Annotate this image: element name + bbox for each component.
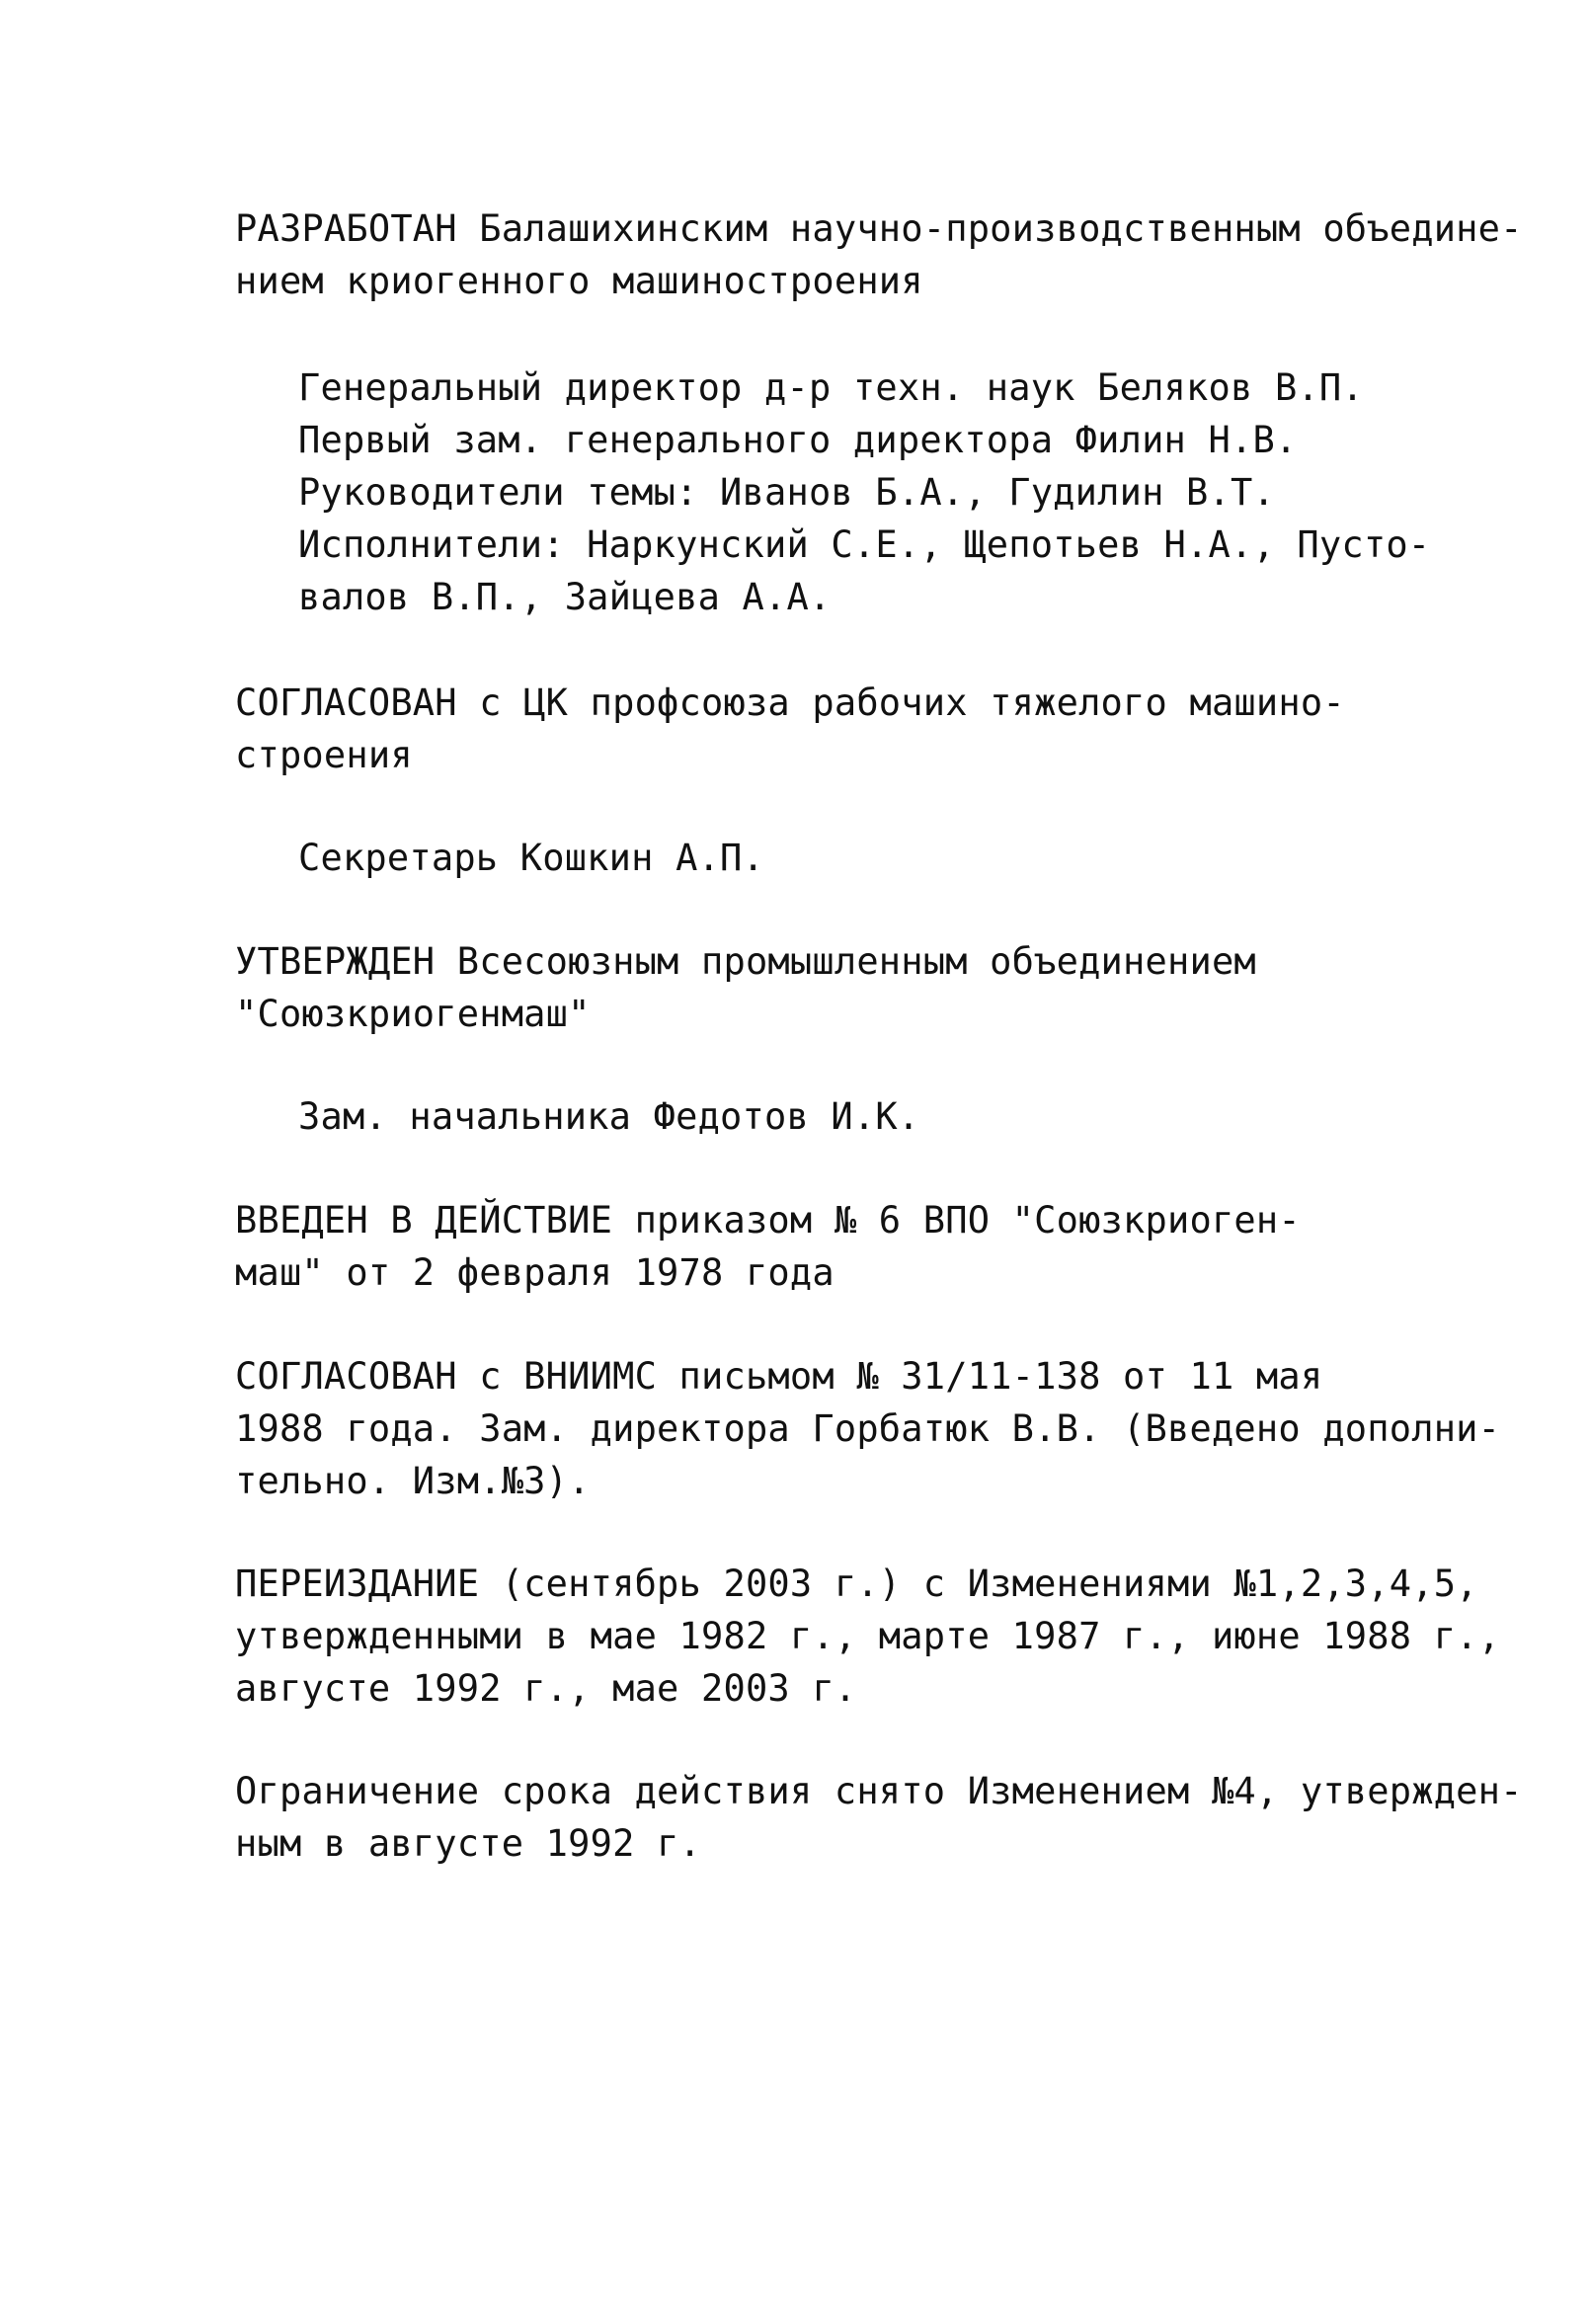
- reissue-line-3: августе 1992 г., мае 2003 г.: [235, 1667, 857, 1710]
- term-limit-line-1: Ограничение срока действия снято Изменением №4, утвержден-: [235, 1770, 1523, 1812]
- secretary-line: Секретарь Кошкин А.П.: [298, 837, 764, 879]
- reissue-line-1: ПЕРЕИЗДАНИЕ (сентябрь 2003 г.) с Изменениями №1,2,3,4,5,: [235, 1563, 1478, 1605]
- first-deputy-line: Первый зам. генерального директора Филин Н.В.: [298, 419, 1298, 461]
- deputy-head-line: Зам. начальника Федотов И.К.: [298, 1095, 920, 1138]
- approved-line-1: УТВЕРЖДЕН Всесоюзным промышленным объединением: [235, 940, 1256, 983]
- general-director-line: Генеральный директор д-р техн. наук Беляков В.П.: [298, 366, 1364, 409]
- approved-line-2: "Союзкриогенмаш": [235, 993, 591, 1035]
- agreed-union-line-1: СОГЛАСОВАН с ЦК профсоюза рабочих тяжелого машино-: [235, 681, 1345, 724]
- developed-by-line-2: нием криогенного машиностроения: [235, 260, 923, 302]
- reissue-line-2: утвержденными в мае 1982 г., марте 1987 г., июне 1988 г.,: [235, 1615, 1501, 1657]
- agreed-vniims-line-1: СОГЛАСОВАН с ВНИИМС письмом № 31/11-138 от 11 мая: [235, 1355, 1323, 1398]
- agreed-union-line-2: строения: [235, 734, 413, 776]
- term-limit-line-2: ным в августе 1992 г.: [235, 1822, 701, 1865]
- developed-by-line-1: РАЗРАБОТАН Балашихинским научно-производственным объедине-: [235, 207, 1523, 250]
- topic-leaders-line: Руководители темы: Иванов Б.А., Гудилин В.Т.: [298, 471, 1275, 514]
- put-into-effect-line-2: маш" от 2 февраля 1978 года: [235, 1251, 835, 1294]
- agreed-vniims-line-2: 1988 года. Зам. директора Горбатюк В.В. (Введено дополни-: [235, 1407, 1501, 1450]
- executors-line-2: валов В.П., Зайцева А.А.: [298, 576, 832, 618]
- put-into-effect-line-1: ВВЕДЕН В ДЕЙСТВИЕ приказом № 6 ВПО "Союзкриоген-: [235, 1199, 1301, 1242]
- agreed-vniims-line-3: тельно. Изм.№3).: [235, 1460, 591, 1502]
- executors-line-1: Исполнители: Наркунский С.Е., Щепотьев Н.А., Пусто-: [298, 523, 1431, 566]
